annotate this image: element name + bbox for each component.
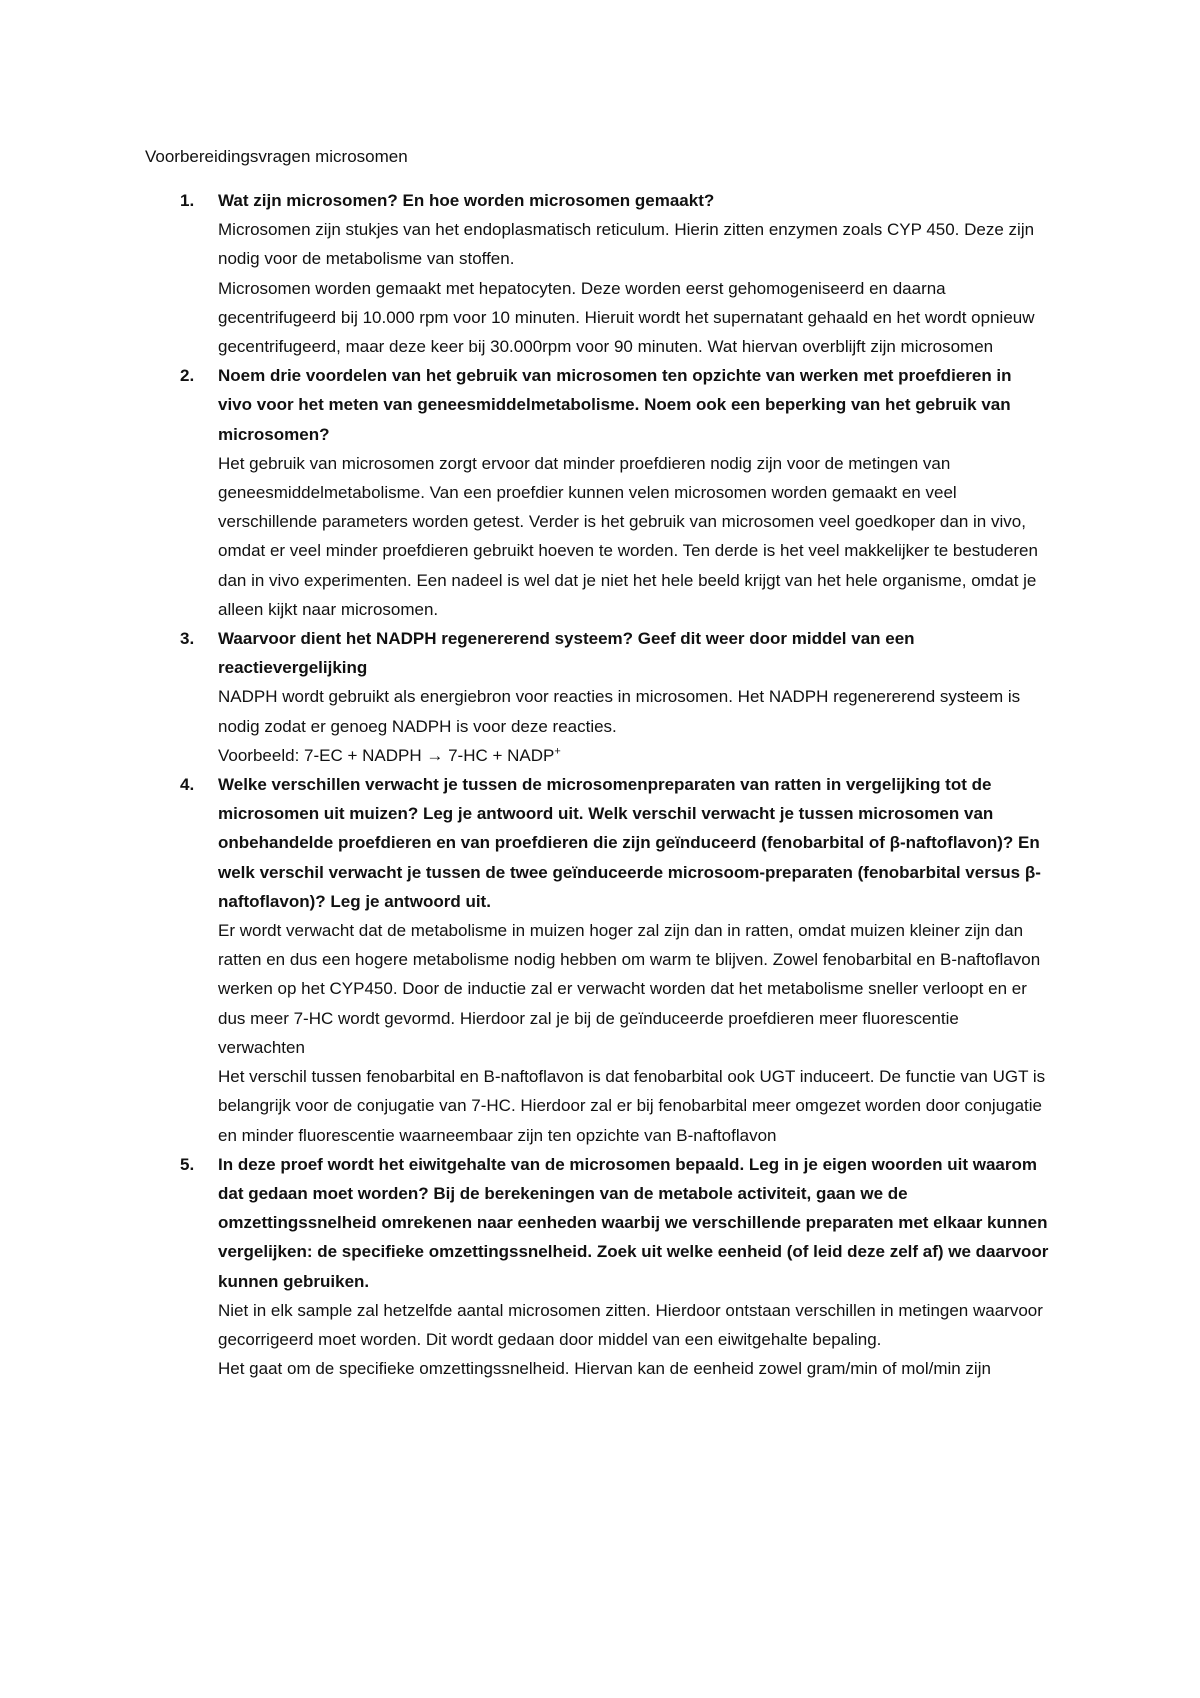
question-list bbox=[145, 186, 1050, 1383]
item-number: 2. bbox=[180, 366, 195, 386]
answer-text: Er wordt verwacht dat de metabolisme in muizen hoger zal zijn dan in ratten, omdat muizen kleiner zijn dan ratten en dus een hogere metabolisme nodig hebben om warm te blijven. Zowel fenobarbital en B-naftoflavon werken op het CYP450. Door de inductie zal er verwacht worden dat het metabolisme sneller verloopt en er dus meer 7-HC wordt gevormd. Hierdoor zal je bij de geïnduceerde proefdieren meer fluorescentie verwachten bbox=[218, 921, 1041, 1057]
answer-text: Het verschil tussen fenobarbital en B-naftoflavon is dat fenobarbital ook UGT induceert. De functie van UGT is belangrijk voor de conjugatie van 7-HC. Hierdoor zal er bij fenobarbital meer omgezet worden door conjugatie en minder fluorescentie waarneembaar zijn ten opzichte van B-naftoflavon bbox=[218, 1067, 1046, 1145]
list-item bbox=[145, 770, 1050, 1150]
arrow-right-icon: → bbox=[426, 745, 444, 765]
question-text: Wat zijn microsomen? En hoe worden microsomen gemaakt? bbox=[218, 191, 715, 210]
list-item bbox=[145, 624, 1050, 770]
list-item bbox=[145, 1150, 1050, 1384]
item-number: 1. bbox=[180, 191, 195, 210]
reaction-right: 7-HC + NADP bbox=[443, 745, 555, 765]
reaction-left: Voorbeeld: 7-EC + NADPH bbox=[218, 745, 427, 765]
answer-text: Microsomen zijn stukjes van het endoplasmatisch reticulum. Hierin zitten enzymen zoals CYP 450. Deze zijn nodig voor de metabolisme van stoffen. bbox=[218, 220, 1035, 269]
question-text: Waarvoor dient het NADPH regenererend systeem? Geef dit weer door middel van een reactievergelijking bbox=[218, 629, 915, 678]
answer-text: Het gaat om de specifieke omzettingssnelheid. Hiervan kan de eenheid zowel gram/min of mol/min zijn bbox=[218, 1359, 991, 1379]
list-item bbox=[145, 361, 1050, 624]
answer-text: Microsomen worden gemaakt met hepatocyten. Deze worden eerst gehomogeniseerd en daarna gecentrifugeerd bij 10.000 rpm voor 10 minuten. Hieruit wordt het supernatant gehaald en het wordt opnieuw gecentrifugeerd, maar deze keer bij 30.000rpm voor 90 minuten. Wat hiervan overblijft zijn microsomen bbox=[218, 278, 1035, 357]
list-item bbox=[145, 186, 1050, 361]
question-text: In deze proef wordt het eiwitgehalte van de microsomen bepaald. Leg in je eigen woorden uit waarom dat gedaan moet worden? Bij de berekeningen van de metabole activiteit, gaan we de omzettingssnelheid omrekenen naar eenheden waarbij we verschillende preparaten met elkaar kunnen vergelijken: de specifieke omzettingssnelheid. Zoek uit welke eenheid (of leid deze zelf af) we daarvoor kunnen gebruiken. bbox=[218, 1154, 1049, 1291]
item-number: 5. bbox=[180, 1154, 195, 1174]
item-number: 4. bbox=[180, 775, 195, 795]
page-title: Voorbereidingsvragen microsomen bbox=[145, 147, 408, 166]
answer-text: Niet in elk sample zal hetzelfde aantal microsomen zitten. Hierdoor ontstaan verschillen in metingen waarvoor gecorrigeerd moet worden. Dit wordt gedaan door middel van een eiwitgehalte bepaling. bbox=[218, 1300, 1043, 1349]
answer-text: Het gebruik van microsomen zorgt ervoor dat minder proefdieren nodig zijn voor de metingen van geneesmiddelmetabolisme. Van een proefdier kunnen velen microsomen worden gemaakt en veel verschillende parameters worden getest. Verder is het gebruik van microsomen veel goedkoper dan in vivo, omdat er veel minder proefdieren gebruikt hoeven te worden. Ten derde is het veel makkelijker te bestuderen dan in vivo experimenten. Een nadeel is wel dat je niet het hele beeld krijgt van het hele organisme, omdat je alleen kijkt naar microsomen. bbox=[218, 453, 1038, 619]
answer-text: NADPH wordt gebruikt als energiebron voor reacties in microsomen. Het NADPH regenererend systeem is nodig zodat er genoeg NADPH is voor deze reacties. bbox=[218, 687, 1021, 736]
item-number: 3. bbox=[180, 629, 195, 649]
question-text: Noem drie voordelen van het gebruik van microsomen ten opzichte van werken met proefdieren in vivo voor het meten van geneesmiddelmetabolisme. Noem ook een beperking van het gebruik van microsomen? bbox=[218, 366, 1012, 444]
question-text: Welke verschillen verwacht je tussen de microsomenpreparaten van ratten in vergelijking tot de microsomen uit muizen? Leg je antwoord uit. Welk verschil verwacht je tussen microsomen van onbehandelde proefdieren en van proefdieren die zijn geïnduceerd (fenobarbital of β-naftoflavon)? En welk verschil verwacht je tussen de twee geïnduceerde microsoom-preparaten (fenobarbital versus β-naftoflavon)? Leg je antwoord uit. bbox=[218, 775, 1041, 911]
reaction-equation bbox=[218, 741, 1050, 770]
charge-superscript: + bbox=[554, 745, 561, 758]
